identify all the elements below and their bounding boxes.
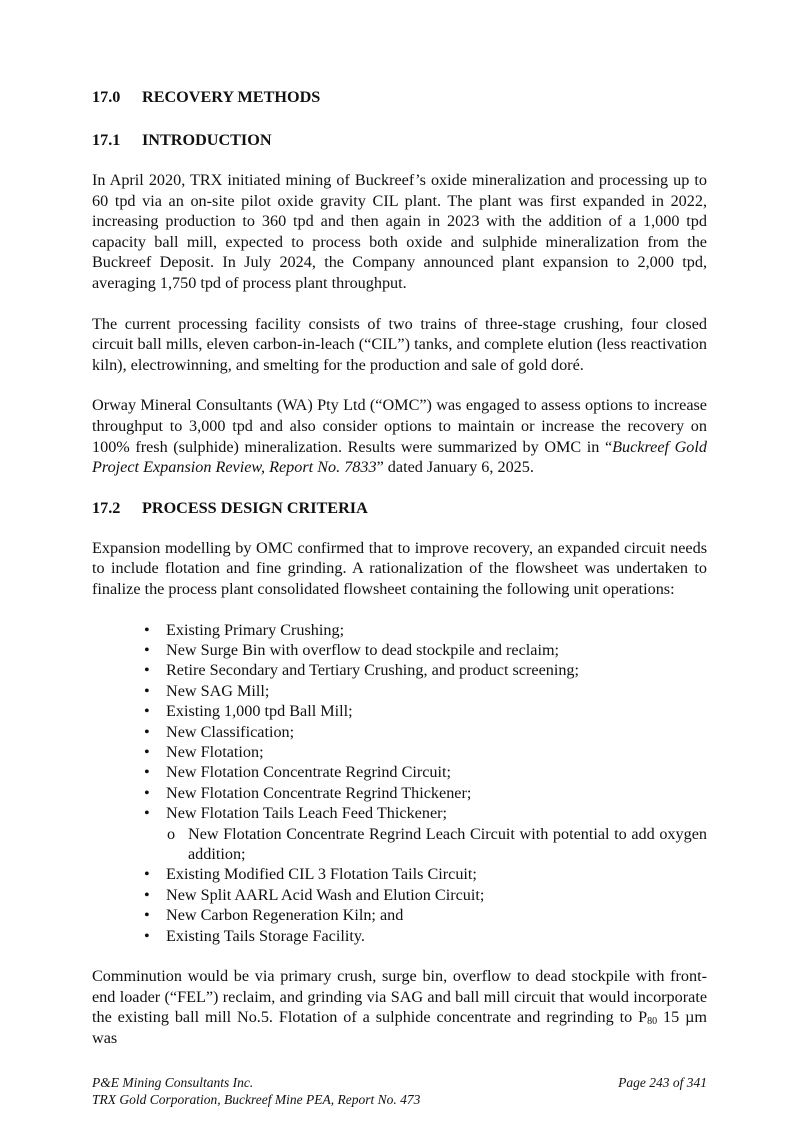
list-item-text: New Classification; [166, 722, 295, 741]
list-item [92, 885, 707, 905]
section-heading-17-2: 17.2 PROCESS DESIGN CRITERIA [92, 498, 368, 517]
paragraph-facility: The current processing facility consists of two trains of three-stage crushing, four closed circuit ball mills, eleven carbon-in-leach (“CIL”) tanks, and complete elution (less reactivation kiln), electrowinning, and smelting for the production and sale of gold doré. [92, 314, 707, 374]
footer-company: P&E Mining Consultants Inc. [92, 1075, 254, 1091]
footer-report: TRX Gold Corporation, Buckreef Mine PEA, Report No. 473 [92, 1092, 421, 1108]
bullet-icon: • [144, 661, 150, 680]
list-item [92, 620, 707, 640]
list-item [92, 783, 707, 803]
list-item-text: New SAG Mill; [166, 681, 270, 700]
bullet-icon: • [144, 681, 150, 700]
list-item [92, 722, 707, 742]
list-item-text: Existing Primary Crushing; [166, 620, 345, 639]
list-item [92, 905, 707, 925]
list-item-text: Existing Modified CIL 3 Flotation Tails Circuit; [166, 865, 477, 884]
list-item-text: New Split AARL Acid Wash and Elution Circuit; [166, 885, 485, 904]
list-item [92, 864, 707, 884]
bullet-icon: • [144, 926, 150, 945]
list-item [92, 742, 707, 762]
bullet-icon: • [144, 783, 150, 802]
sub-bullet-icon: o [167, 824, 176, 843]
list-item-text: New Flotation Tails Leach Feed Thickener; [166, 804, 448, 823]
list-item [92, 803, 707, 823]
list-item [92, 926, 707, 946]
list-item [92, 762, 707, 782]
list-item-text: New Flotation; [166, 742, 264, 761]
footer-page-number: Page 243 of 341 [618, 1075, 707, 1091]
list-item [92, 660, 707, 680]
section-heading-17-0: 17.0 RECOVERY METHODS [92, 88, 321, 106]
bullet-icon: • [144, 722, 150, 741]
list-item-text: Existing 1,000 tpd Ball Mill; [166, 702, 353, 721]
page-footer [92, 1074, 707, 1108]
list-item-text: New Flotation Concentrate Regrind Circuit; [166, 763, 452, 782]
bullet-icon: • [144, 702, 150, 721]
list-item-text: Existing Tails Storage Facility. [166, 926, 365, 945]
bullet-icon: • [144, 763, 150, 782]
bullet-icon: • [144, 885, 150, 904]
list-item-text: New Flotation Concentrate Regrind Leach Circuit with potential to add oxygen addition; [188, 824, 707, 863]
list-item-text: New Surge Bin with overflow to dead stockpile and reclaim; [166, 640, 560, 659]
paragraph-expansion: Expansion modelling by OMC confirmed that to improve recovery, an expanded circuit needs to include flotation and fine grinding. A rationalization of the flowsheet was undertaken to finalize the process plant consolidated flowsheet containing the following unit operations: [92, 538, 707, 598]
bullet-icon: • [144, 865, 150, 884]
unit-operations-list [92, 620, 707, 947]
paragraph-comminution: Comminution would be via primary crush, surge bin, overflow to dead stockpile with front-end loader (“FEL”) reclaim, and grinding via SAG and ball mill circuit that would incorporate the existing ball mill No.5. Flotation of a sulphide concentrate and regrinding to $P_{80}$ 15 µm was [92, 967, 707, 1047]
list-item-text: Retire Secondary and Tertiary Crushing, and product screening; [166, 661, 580, 680]
paragraph-intro: In April 2020, TRX initiated mining of Buckreef’s oxide mineralization and processing up to 60 tpd via an on-site pilot oxide gravity CIL plant. The plant was first expanded in 2022, increasing production to 360 tpd and then again in 2023 with the addition of a 1,000 tpd capacity ball mill, expected to process both oxide and sulphide mineralization from the Buckreef Deposit. In July 2024, the Company announced plant expansion to 2,000 tpd, averaging 1,750 tpd of process plant throughput. [92, 171, 707, 292]
sub-list-item [92, 824, 707, 865]
list-item-text: New Carbon Regeneration Kiln; and [166, 906, 404, 925]
bullet-icon: • [144, 620, 150, 639]
list-item [92, 681, 707, 701]
bullet-icon: • [144, 742, 150, 761]
section-heading-17-1: 17.1 INTRODUCTION [92, 131, 272, 149]
bullet-icon: • [144, 906, 150, 925]
list-item-text: New Flotation Concentrate Regrind Thickener; [166, 783, 472, 802]
bullet-icon: • [144, 804, 150, 823]
list-item [92, 640, 707, 660]
paragraph-omc: Orway Mineral Consultants (WA) Pty Ltd (“OMC”) was engaged to assess options to increase throughput to 3,000 tpd and also consider options to maintain or increase the recovery on 100% fresh (sulphide) mineralization. Results were summarized by OMC in “Buckreef Gold Project Expansion Review, Report No. 7833” dated January 6, 2025. [92, 396, 707, 477]
list-item [92, 701, 707, 721]
bullet-icon: • [144, 640, 150, 659]
